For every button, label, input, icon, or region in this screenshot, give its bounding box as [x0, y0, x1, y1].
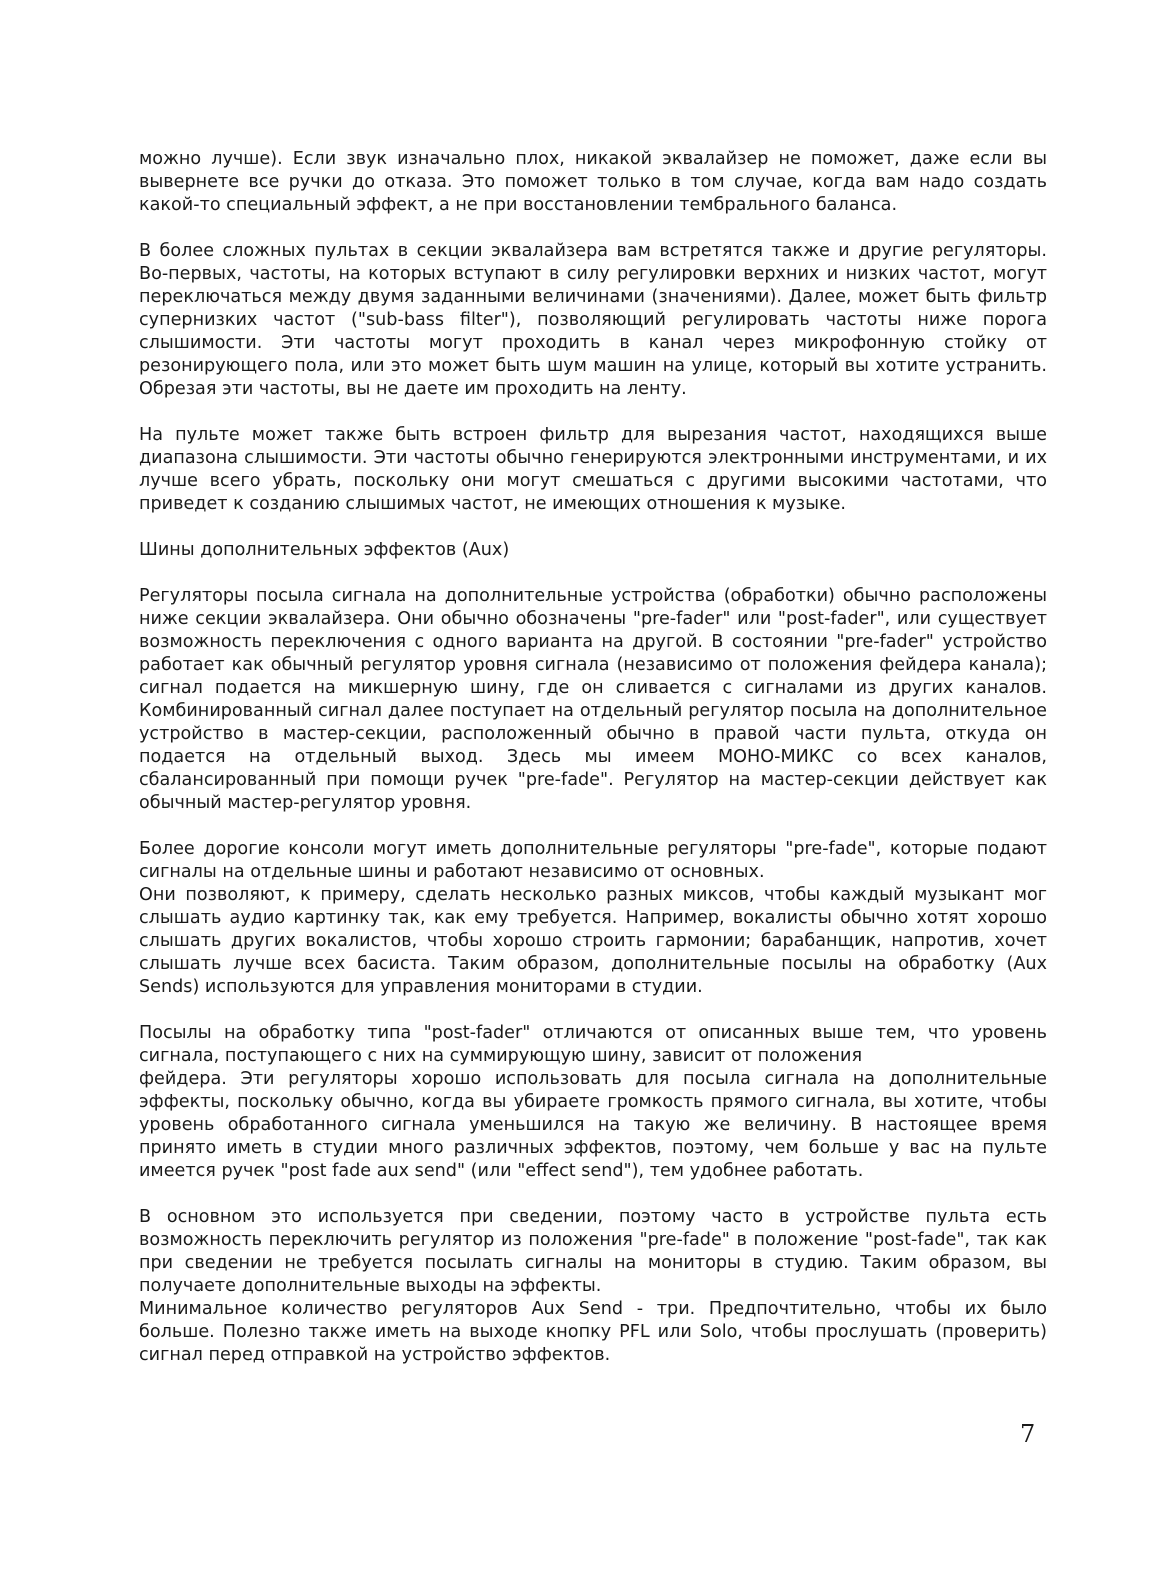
paragraph-post-fader-cont: фейдера. Эти регуляторы хорошо использовать для посыла сигнала на дополнительные эффекты, поскольку обычно, когда вы убираете громкость прямого сигнала, вы хотите, чтобы уровень обработанного сигнала уменьшился на такую же величину. В настоящее время принято иметь в студии много различных эффектов, поэтому, чем больше у вас на пульте имеется ручек "post fade aux send" (или "effect send"), тем удобнее работать. [139, 1069, 1047, 1181]
paragraph-mixdown: В основном это используется при сведении, поэтому часто в устройстве пульта есть возможность переключить регулятор из положения "pre-fade" в положение "post-fade", так как при сведении не требуется посылать сигналы на мониторы в студию. Таким образом, вы получаете дополнительные выходы на эффекты. [139, 1207, 1047, 1296]
paragraph-aux-sends: Регуляторы посыла сигнала на дополнительные устройства (обработки) обычно расположены ниже секции эквалайзера. Они обычно обозначены "pre-fader" или "post-fader", или существует возможность переключения с одного варианта на другой. В состоянии "pre-fader" устройство работает как обычный регулятор уровня сигнала (независимо от положения фейдера канала); сигнал подается на микшерную шину, где он сливается с сигналами из других каналов. Комбинированный сигнал далее поступает на отдельный регулятор посыла на дополнительное устройство в мастер-секции, расположенный обычно в правой части пульта, откуда он подается на отдельный выход. Здесь мы имеем МОНО-МИКС со всех каналов, сбалансированный при помощи ручек "pre-fade". Регулятор на мастер-секции действует как обычный мастер-регулятор уровня. [139, 586, 1047, 813]
paragraph-complex-consoles: В более сложных пультах в секции эквалайзера вам встретятся также и другие регуляторы. Во-первых, частоты, на которых вступают в силу регулировки верхних и низких частот, могут переключаться между двумя заданными величинами (значениями). Далее, может быть фильтр супернизких частот ("sub-bass filter"), позволяющий регулировать частоты ниже порога слышимости. Эти частоты могут проходить в канал через микрофонную стойку от резонирующего пола, или это может быть шум машин на улице, который вы хотите устранить. Обрезая эти частоты, вы не даете им проходить на ленту. [139, 241, 1047, 399]
paragraph-high-cut-filter: На пульте может также быть встроен фильтр для вырезания частот, находящихся выше диапазона слышимости. Эти частоты обычно генерируются электронными инструментами, и их лучше всего убрать, поскольку они могут смешаться с другими высокими частотами, что приведет к созданию слышимых частот, не имеющих отношения к музыке. [139, 425, 1047, 514]
page-number: 7 [1020, 1420, 1036, 1448]
paragraph-minimum-aux: Минимальное количество регуляторов Aux Send - три. Предпочтительно, чтобы их было больше. Полезно также иметь на выходе кнопку PFL или Solo, чтобы прослушать (проверить) сигнал перед отправкой на устройство эффектов. [139, 1299, 1047, 1365]
paragraph-expensive-consoles: Более дорогие консоли могут иметь дополнительные регуляторы "pre-fade", которые подают сигналы на отдельные шины и работают независимо от основных. [139, 839, 1047, 882]
paragraph-eq-limits: можно лучше). Если звук изначально плох, никакой эквалайзер не поможет, даже если вы вывернете все ручки до отказа. Это поможет только в том случае, когда вам надо создать какой-то специальный эффект, а не при восстановлении тембрального баланса. [139, 149, 1047, 215]
body-text [139, 148, 1047, 1390]
paragraph-post-fader-start: Посылы на обработку типа "post-fader" отличаются от описанных выше тем, что уровень сигнала, поступающего с них на суммирующую шину, зависит от положения [139, 1023, 1047, 1066]
section-heading-aux: Шины дополнительных эффектов (Aux) [139, 540, 510, 560]
paragraph-monitor-mixes: Они позволяют, к примеру, сделать несколько разных миксов, чтобы каждый музыкант мог слышать аудио картинку так, как ему требуется. Например, вокалисты обычно хотят хорошо слышать других вокалистов, чтобы хорошо строить гармонии; барабанщик, напротив, хочет слышать лучше всех басиста. Таким образом, дополнительные посылы на обработку (Aux Sends) используются для управления мониторами в студии. [139, 885, 1047, 997]
